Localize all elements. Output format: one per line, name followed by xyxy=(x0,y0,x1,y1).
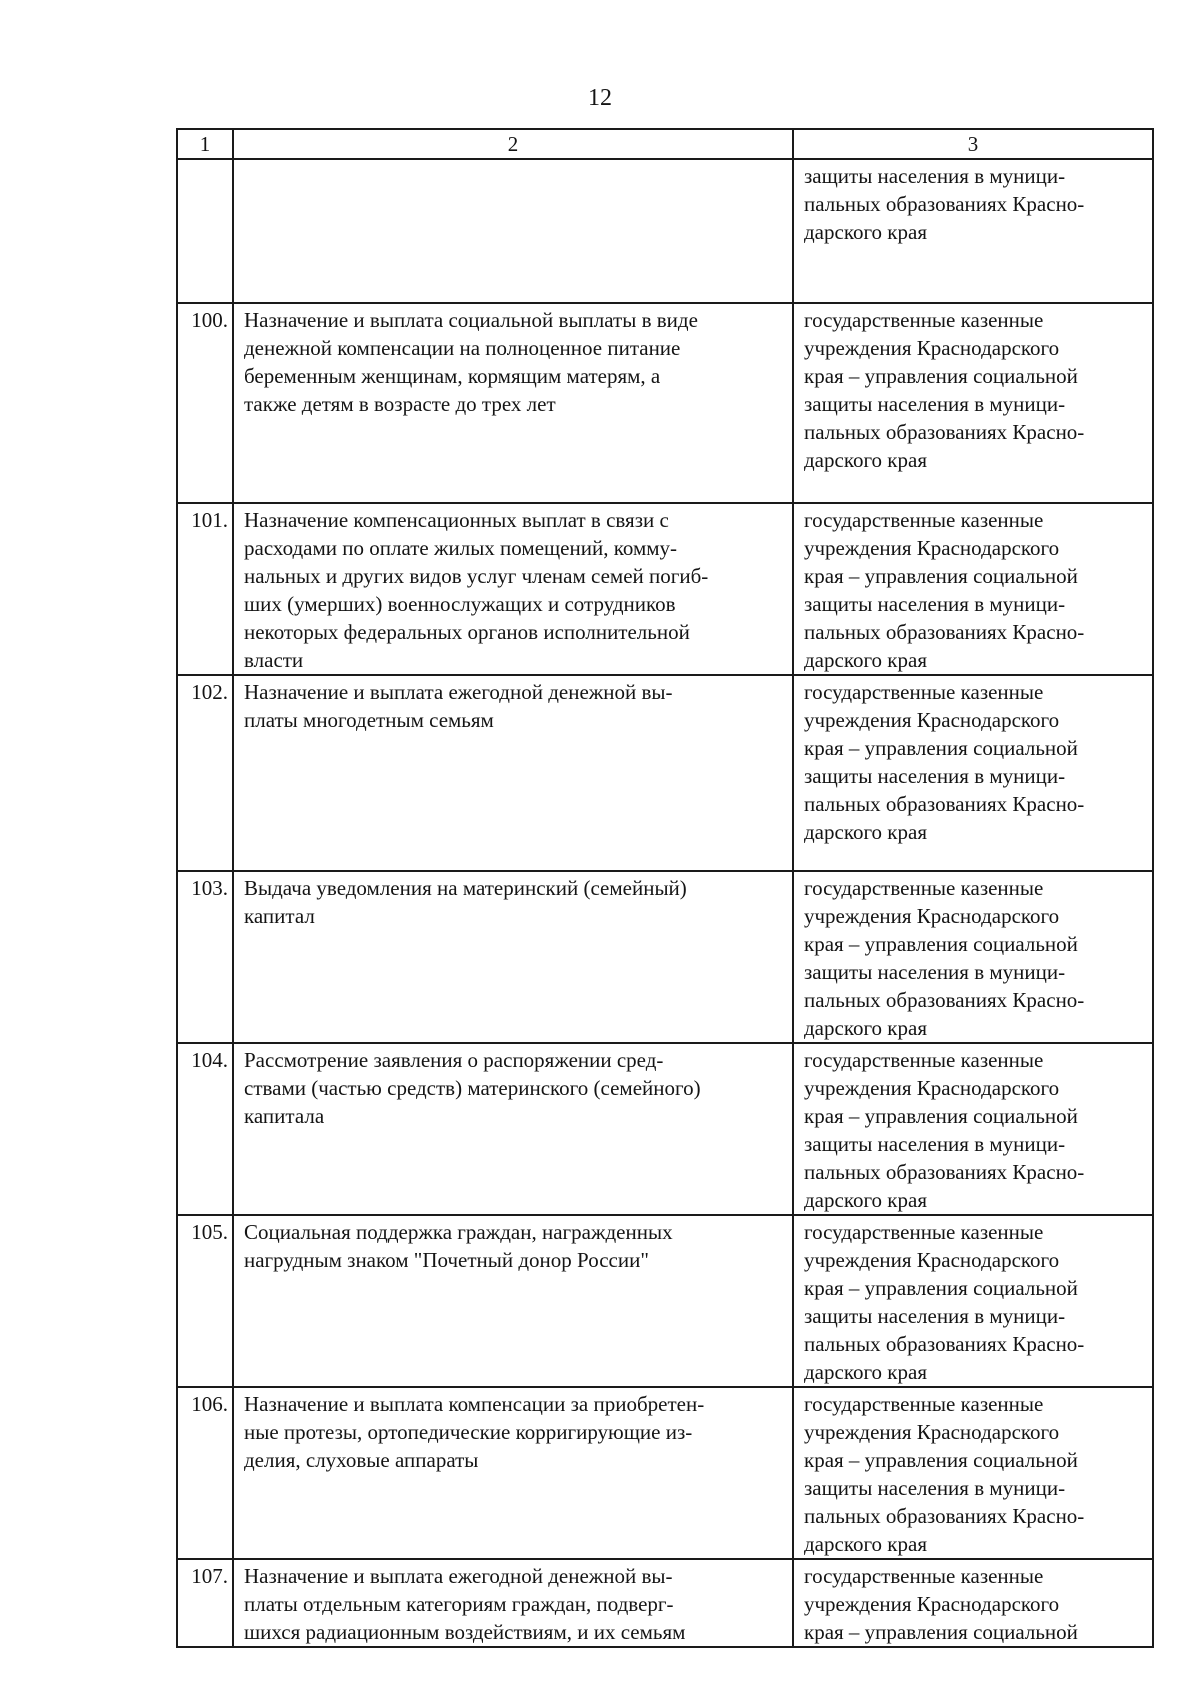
responsible-org-line: дарского края xyxy=(804,1016,927,1040)
row-number: 105. xyxy=(177,1215,233,1387)
responsible-org-line: пальных образованиях Красно- xyxy=(804,1160,1085,1184)
row-number xyxy=(177,159,233,303)
row-number: 100. xyxy=(177,303,233,503)
responsible-org-line: пальных образованиях Красно- xyxy=(804,620,1085,644)
responsible-org-cell xyxy=(793,1559,1153,1647)
row-number: 101. xyxy=(177,503,233,675)
service-name-line: платы отдельным категориям граждан, подверг- xyxy=(244,1592,674,1616)
header-col-2: 2 xyxy=(233,129,793,159)
responsible-org-cell xyxy=(793,303,1153,503)
service-name-line: делия, слуховые аппараты xyxy=(244,1448,479,1472)
service-name-cell xyxy=(233,159,793,303)
service-name-line: Назначение и выплата социальной выплаты в виде xyxy=(244,308,698,332)
table-row xyxy=(177,159,1153,303)
responsible-org-line: края – управления социальной xyxy=(804,1448,1078,1472)
row-number: 102. xyxy=(177,675,233,871)
service-name-line: некоторых федеральных органов исполнительной xyxy=(244,620,690,644)
responsible-org-line: края – управления социальной xyxy=(804,364,1078,388)
responsible-org-line: государственные казенные xyxy=(804,680,1044,704)
responsible-org-line: государственные казенные xyxy=(804,1048,1044,1072)
service-name-line: Выдача уведомления на материнский (семейный) xyxy=(244,876,687,900)
responsible-org-line: края – управления социальной xyxy=(804,736,1078,760)
responsible-org-line: пальных образованиях Красно- xyxy=(804,988,1085,1012)
service-name-line: Рассмотрение заявления о распоряжении сред- xyxy=(244,1048,664,1072)
responsible-org-cell xyxy=(793,503,1153,675)
service-name-line: расходами по оплате жилых помещений, комму- xyxy=(244,536,678,560)
service-name-line: Назначение и выплата ежегодной денежной вы- xyxy=(244,1564,673,1588)
service-name-cell xyxy=(233,1215,793,1387)
service-name-cell xyxy=(233,871,793,1043)
table-header xyxy=(177,129,1153,159)
responsible-org-line: учреждения Краснодарского xyxy=(804,708,1060,732)
row-number: 106. xyxy=(177,1387,233,1559)
responsible-org-line: учреждения Краснодарского xyxy=(804,1592,1060,1616)
responsible-org-cell xyxy=(793,1043,1153,1215)
table-row xyxy=(177,303,1153,503)
responsible-org-line: дарского края xyxy=(804,1532,927,1556)
responsible-org-cell xyxy=(793,675,1153,871)
responsible-org-line: учреждения Краснодарского xyxy=(804,904,1060,928)
responsible-org-line: пальных образованиях Красно- xyxy=(804,192,1085,216)
service-name-cell xyxy=(233,1043,793,1215)
table-row xyxy=(177,871,1153,1043)
responsible-org-line: дарского края xyxy=(804,648,927,672)
responsible-org-line: защиты населения в муници- xyxy=(804,1132,1066,1156)
table-row xyxy=(177,503,1153,675)
responsible-org-line: защиты населения в муници- xyxy=(804,592,1066,616)
table-body xyxy=(177,159,1153,1647)
services-table xyxy=(176,128,1154,1648)
row-number: 107. xyxy=(177,1559,233,1647)
responsible-org-line: государственные казенные xyxy=(804,1564,1044,1588)
responsible-org-line: защиты населения в муници- xyxy=(804,164,1066,188)
header-col-1: 1 xyxy=(177,129,233,159)
responsible-org-line: государственные казенные xyxy=(804,508,1044,532)
responsible-org-line: государственные казенные xyxy=(804,1392,1044,1416)
responsible-org-line: края – управления социальной xyxy=(804,1620,1078,1644)
responsible-org-line: края – управления социальной xyxy=(804,1104,1078,1128)
responsible-org-line: края – управления социальной xyxy=(804,932,1078,956)
responsible-org-line: учреждения Краснодарского xyxy=(804,1076,1060,1100)
row-number: 103. xyxy=(177,871,233,1043)
responsible-org-line: учреждения Краснодарского xyxy=(804,1420,1060,1444)
table-row xyxy=(177,1559,1153,1647)
header-col-3: 3 xyxy=(793,129,1153,159)
service-name-line: нальных и других видов услуг членам семей погиб- xyxy=(244,564,709,588)
table-row xyxy=(177,1387,1153,1559)
header-row xyxy=(177,129,1153,159)
responsible-org-cell xyxy=(793,871,1153,1043)
responsible-org-line: дарского края xyxy=(804,820,927,844)
responsible-org-line: дарского края xyxy=(804,1188,927,1212)
responsible-org-cell xyxy=(793,1215,1153,1387)
service-name-cell xyxy=(233,503,793,675)
responsible-org-line: пальных образованиях Красно- xyxy=(804,1332,1085,1356)
service-name-line: власти xyxy=(244,648,304,672)
responsible-org-cell xyxy=(793,1387,1153,1559)
responsible-org-line: пальных образованиях Красно- xyxy=(804,792,1085,816)
service-name-line: денежной компенсации на полноценное питание xyxy=(244,336,681,360)
responsible-org-line: пальных образованиях Красно- xyxy=(804,1504,1085,1528)
service-name-cell xyxy=(233,1387,793,1559)
responsible-org-line: края – управления социальной xyxy=(804,564,1078,588)
responsible-org-line: защиты населения в муници- xyxy=(804,392,1066,416)
service-name-line: Назначение компенсационных выплат в связи с xyxy=(244,508,669,532)
responsible-org-line: дарского края xyxy=(804,220,927,244)
service-name-cell xyxy=(233,1559,793,1647)
table-row xyxy=(177,1215,1153,1387)
service-name-line: ших (умерших) военнослужащих и сотрудников xyxy=(244,592,676,616)
service-name-line: платы многодетным семьям xyxy=(244,708,494,732)
responsible-org-line: защиты населения в муници- xyxy=(804,1476,1066,1500)
responsible-org-line: защиты населения в муници- xyxy=(804,764,1066,788)
responsible-org-line: государственные казенные xyxy=(804,876,1044,900)
responsible-org-line: учреждения Краснодарского xyxy=(804,1248,1060,1272)
responsible-org-line: государственные казенные xyxy=(804,1220,1044,1244)
table-row xyxy=(177,1043,1153,1215)
service-name-line: ные протезы, ортопедические корригирующие из- xyxy=(244,1420,693,1444)
responsible-org-line: учреждения Краснодарского xyxy=(804,536,1060,560)
service-name-line: капитал xyxy=(244,904,315,928)
service-name-line: Назначение и выплата ежегодной денежной вы- xyxy=(244,680,673,704)
responsible-org-line: защиты населения в муници- xyxy=(804,1304,1066,1328)
responsible-org-line: защиты населения в муници- xyxy=(804,960,1066,984)
service-name-line: капитала xyxy=(244,1104,325,1128)
responsible-org-line: края – управления социальной xyxy=(804,1276,1078,1300)
responsible-org-line: учреждения Краснодарского xyxy=(804,336,1060,360)
service-name-cell xyxy=(233,303,793,503)
responsible-org-line: дарского края xyxy=(804,448,927,472)
service-name-line: нагрудным знаком "Почетный донор России" xyxy=(244,1248,649,1272)
responsible-org-line: пальных образованиях Красно- xyxy=(804,420,1085,444)
page-number: 12 xyxy=(588,85,612,111)
service-name-line: шихся радиационным воздействиям, и их семьям xyxy=(244,1620,686,1644)
service-name-line: беременным женщинам, кормящим матерям, а xyxy=(244,364,661,388)
responsible-org-line: дарского края xyxy=(804,1360,927,1384)
table-row xyxy=(177,675,1153,871)
service-name-cell xyxy=(233,675,793,871)
service-name-line: ствами (частью средств) материнского (семейного) xyxy=(244,1076,701,1100)
service-name-line: Социальная поддержка граждан, награжденных xyxy=(244,1220,673,1244)
service-name-line: Назначение и выплата компенсации за приобретен- xyxy=(244,1392,705,1416)
service-name-line: также детям в возрасте до трех лет xyxy=(244,392,556,416)
responsible-org-line: государственные казенные xyxy=(804,308,1044,332)
responsible-org-cell xyxy=(793,159,1153,303)
row-number: 104. xyxy=(177,1043,233,1215)
